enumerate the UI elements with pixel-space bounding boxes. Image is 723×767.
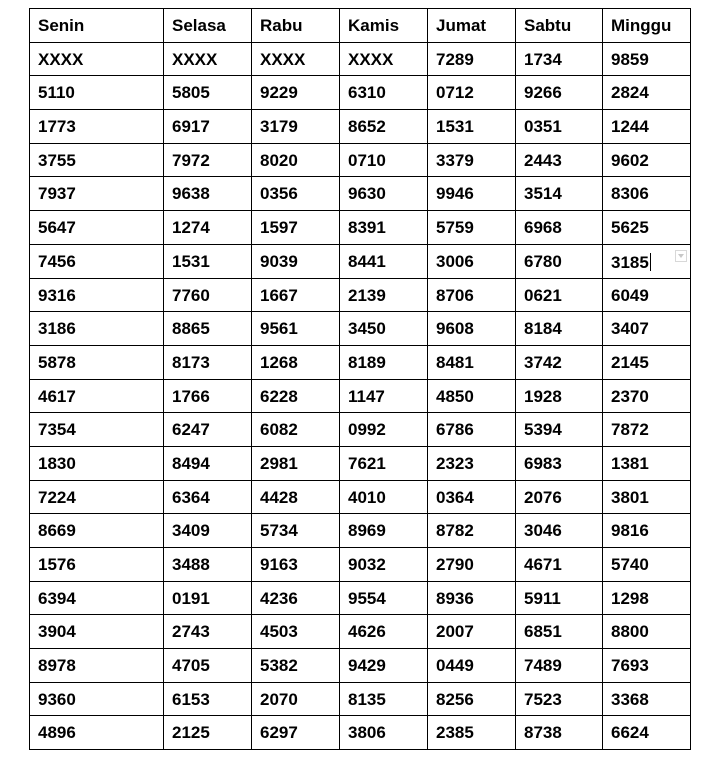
table-cell[interactable]: 9316 (30, 278, 164, 312)
table-cell[interactable]: 1531 (428, 110, 516, 144)
table-cell[interactable]: 6297 (252, 716, 340, 750)
column-header[interactable]: Senin (30, 9, 164, 43)
number-table (29, 8, 691, 750)
table-cell[interactable]: 4705 (164, 649, 252, 683)
table-cell[interactable]: 2070 (252, 682, 340, 716)
table-row (30, 649, 691, 683)
table-cell[interactable]: 8020 (252, 143, 340, 177)
table-cell[interactable]: 2125 (164, 716, 252, 750)
table-cell[interactable]: 2824 (603, 76, 691, 110)
table-cell[interactable]: 0710 (340, 143, 428, 177)
table-cell[interactable]: 9429 (340, 649, 428, 683)
table-cell[interactable]: 7456 (30, 244, 164, 278)
table-cell[interactable]: 7872 (603, 413, 691, 447)
table-cell[interactable]: XXXX (164, 42, 252, 76)
column-header[interactable]: Minggu (603, 9, 691, 43)
table-cell[interactable]: 8256 (428, 682, 516, 716)
table-row (30, 110, 691, 144)
table-cell[interactable]: 7489 (516, 649, 603, 683)
table-cell[interactable]: 7937 (30, 177, 164, 211)
table-row (30, 716, 691, 750)
table-cell[interactable]: 0992 (340, 413, 428, 447)
table-cell[interactable]: 9229 (252, 76, 340, 110)
table-cell[interactable] (603, 244, 691, 278)
table-row (30, 480, 691, 514)
table-cell[interactable]: 4671 (516, 548, 603, 582)
table-row (30, 581, 691, 615)
column-header[interactable]: Kamis (340, 9, 428, 43)
table-cell[interactable]: 3742 (516, 345, 603, 379)
table-cell[interactable]: 3379 (428, 143, 516, 177)
table-row (30, 42, 691, 76)
table-cell[interactable]: 8978 (30, 649, 164, 683)
table-cell[interactable]: 0356 (252, 177, 340, 211)
table-cell[interactable]: 6917 (164, 110, 252, 144)
table-row (30, 514, 691, 548)
table-cell[interactable]: 1576 (30, 548, 164, 582)
table-cell[interactable]: 1274 (164, 211, 252, 245)
table-cell[interactable]: 9608 (428, 312, 516, 346)
table-cell[interactable]: 1531 (164, 244, 252, 278)
table-cell[interactable]: 6153 (164, 682, 252, 716)
table-cell[interactable]: 6228 (252, 379, 340, 413)
table-cell[interactable]: 9039 (252, 244, 340, 278)
table-cell[interactable]: 8173 (164, 345, 252, 379)
table-cell[interactable]: 5625 (603, 211, 691, 245)
table-cell[interactable]: 6983 (516, 446, 603, 480)
table-cell[interactable]: 3450 (340, 312, 428, 346)
table-cell[interactable]: 2443 (516, 143, 603, 177)
column-header[interactable]: Selasa (164, 9, 252, 43)
table-cell[interactable]: 4236 (252, 581, 340, 615)
text-cursor (650, 253, 651, 271)
table-cell[interactable]: 3514 (516, 177, 603, 211)
table-cell[interactable]: 8481 (428, 345, 516, 379)
table-row (30, 548, 691, 582)
table-cell[interactable]: 3179 (252, 110, 340, 144)
table-cell[interactable]: 1381 (603, 446, 691, 480)
table-cell[interactable]: 4010 (340, 480, 428, 514)
table-cell[interactable]: 2790 (428, 548, 516, 582)
table-cell[interactable]: 7224 (30, 480, 164, 514)
table-row (30, 446, 691, 480)
table-cell[interactable]: 3186 (30, 312, 164, 346)
table-cell[interactable]: 8865 (164, 312, 252, 346)
table-cell[interactable]: 4626 (340, 615, 428, 649)
table-cell[interactable]: 8306 (603, 177, 691, 211)
table-row (30, 244, 691, 278)
table-cell[interactable]: 7289 (428, 42, 516, 76)
table-cell[interactable]: 3046 (516, 514, 603, 548)
table-row (30, 413, 691, 447)
table-cell[interactable]: 1928 (516, 379, 603, 413)
table-cell[interactable]: 2139 (340, 278, 428, 312)
table-cell[interactable]: 3488 (164, 548, 252, 582)
table-cell[interactable]: 3755 (30, 143, 164, 177)
table-cell[interactable]: 1597 (252, 211, 340, 245)
table-cell[interactable]: 4617 (30, 379, 164, 413)
table-row (30, 345, 691, 379)
table-cell[interactable]: 9946 (428, 177, 516, 211)
table-cell[interactable]: 8738 (516, 716, 603, 750)
table-cell[interactable]: 8782 (428, 514, 516, 548)
table-cell[interactable]: 1773 (30, 110, 164, 144)
table-cell[interactable]: 5878 (30, 345, 164, 379)
table-cell[interactable]: 9638 (164, 177, 252, 211)
table-cell[interactable]: 2145 (603, 345, 691, 379)
table-cell[interactable]: 8135 (340, 682, 428, 716)
table-cell[interactable]: 1830 (30, 446, 164, 480)
table-row (30, 615, 691, 649)
table-cell[interactable]: 6780 (516, 244, 603, 278)
table-row (30, 278, 691, 312)
table-cell[interactable]: 9360 (30, 682, 164, 716)
column-header[interactable]: Jumat (428, 9, 516, 43)
column-header[interactable]: Sabtu (516, 9, 603, 43)
header-row (30, 9, 691, 43)
table-cell[interactable]: 1667 (252, 278, 340, 312)
table-cell[interactable]: 4428 (252, 480, 340, 514)
table-cell[interactable]: 9602 (603, 143, 691, 177)
table-cell[interactable]: 8494 (164, 446, 252, 480)
dropdown-arrow-icon[interactable] (675, 250, 687, 262)
table-cell[interactable]: 5382 (252, 649, 340, 683)
table-cell[interactable]: 9032 (340, 548, 428, 582)
table-row (30, 143, 691, 177)
table-cell[interactable]: 8969 (340, 514, 428, 548)
table-cell[interactable]: 9630 (340, 177, 428, 211)
table-cell[interactable]: 5734 (252, 514, 340, 548)
table-cell[interactable]: 5911 (516, 581, 603, 615)
table-cell[interactable]: 6247 (164, 413, 252, 447)
table-cell[interactable]: 5740 (603, 548, 691, 582)
table-cell[interactable]: 5805 (164, 76, 252, 110)
table-cell[interactable]: 0449 (428, 649, 516, 683)
table-cell[interactable]: 0621 (516, 278, 603, 312)
table-cell[interactable]: 9561 (252, 312, 340, 346)
table-cell[interactable]: 6364 (164, 480, 252, 514)
table-row (30, 177, 691, 211)
table-cell[interactable]: 5394 (516, 413, 603, 447)
table-row (30, 76, 691, 110)
table-cell[interactable]: 6049 (603, 278, 691, 312)
table-cell[interactable]: 6082 (252, 413, 340, 447)
table-cell[interactable]: 9266 (516, 76, 603, 110)
table-cell[interactable]: 1734 (516, 42, 603, 76)
column-header[interactable]: Rabu (252, 9, 340, 43)
table-cell[interactable]: XXXX (340, 42, 428, 76)
table-cell[interactable]: 9554 (340, 581, 428, 615)
table-cell[interactable]: 7621 (340, 446, 428, 480)
table-cell[interactable]: 8669 (30, 514, 164, 548)
table-cell[interactable]: 7354 (30, 413, 164, 447)
table-cell[interactable]: 1766 (164, 379, 252, 413)
table-cell[interactable]: 1244 (603, 110, 691, 144)
table-cell[interactable]: 8189 (340, 345, 428, 379)
table-cell[interactable]: 9816 (603, 514, 691, 548)
table-cell[interactable]: 3407 (603, 312, 691, 346)
table-cell[interactable]: 3006 (428, 244, 516, 278)
table-cell[interactable]: 9163 (252, 548, 340, 582)
table-cell[interactable]: 2007 (428, 615, 516, 649)
table-cell[interactable]: 3801 (603, 480, 691, 514)
table-cell[interactable]: 3368 (603, 682, 691, 716)
table-cell[interactable]: 3904 (30, 615, 164, 649)
table-cell[interactable]: 8391 (340, 211, 428, 245)
table-row (30, 312, 691, 346)
table-cell[interactable]: 5647 (30, 211, 164, 245)
table-cell[interactable]: 2076 (516, 480, 603, 514)
table-cell[interactable]: 7693 (603, 649, 691, 683)
table-cell[interactable]: 8706 (428, 278, 516, 312)
table-cell[interactable]: 0364 (428, 480, 516, 514)
table-cell[interactable]: 8936 (428, 581, 516, 615)
table-cell[interactable]: 9859 (603, 42, 691, 76)
document-page (29, 8, 691, 750)
table-cell[interactable]: 2385 (428, 716, 516, 750)
table-cell[interactable]: 8800 (603, 615, 691, 649)
table-cell[interactable]: 1268 (252, 345, 340, 379)
table-cell[interactable]: 4503 (252, 615, 340, 649)
table-cell[interactable]: 7760 (164, 278, 252, 312)
table-cell[interactable]: 4850 (428, 379, 516, 413)
table-cell[interactable]: 3409 (164, 514, 252, 548)
table-cell[interactable]: 7972 (164, 143, 252, 177)
table-cell[interactable]: 8441 (340, 244, 428, 278)
table-cell[interactable]: 0351 (516, 110, 603, 144)
table-cell[interactable]: 8184 (516, 312, 603, 346)
table-cell[interactable]: 6394 (30, 581, 164, 615)
table-row (30, 682, 691, 716)
table-cell[interactable]: XXXX (252, 42, 340, 76)
table-cell[interactable]: 1147 (340, 379, 428, 413)
table-cell[interactable]: 6310 (340, 76, 428, 110)
table-cell[interactable]: XXXX (30, 42, 164, 76)
table-cell[interactable]: 2743 (164, 615, 252, 649)
table-cell[interactable]: 8652 (340, 110, 428, 144)
table-cell[interactable]: 0712 (428, 76, 516, 110)
table-cell[interactable]: 7523 (516, 682, 603, 716)
table-row (30, 379, 691, 413)
table-row (30, 211, 691, 245)
table-cell[interactable]: 2370 (603, 379, 691, 413)
table-cell[interactable]: 6968 (516, 211, 603, 245)
table-cell[interactable]: 6624 (603, 716, 691, 750)
cell-value: 3185 (611, 252, 649, 272)
table-cell[interactable]: 4896 (30, 716, 164, 750)
table-cell[interactable]: 2323 (428, 446, 516, 480)
table-cell[interactable]: 2981 (252, 446, 340, 480)
table-cell[interactable]: 5759 (428, 211, 516, 245)
table-cell[interactable]: 5110 (30, 76, 164, 110)
table-cell[interactable]: 3806 (340, 716, 428, 750)
table-cell[interactable]: 6786 (428, 413, 516, 447)
table-cell[interactable]: 6851 (516, 615, 603, 649)
table-cell[interactable]: 0191 (164, 581, 252, 615)
table-cell[interactable]: 1298 (603, 581, 691, 615)
